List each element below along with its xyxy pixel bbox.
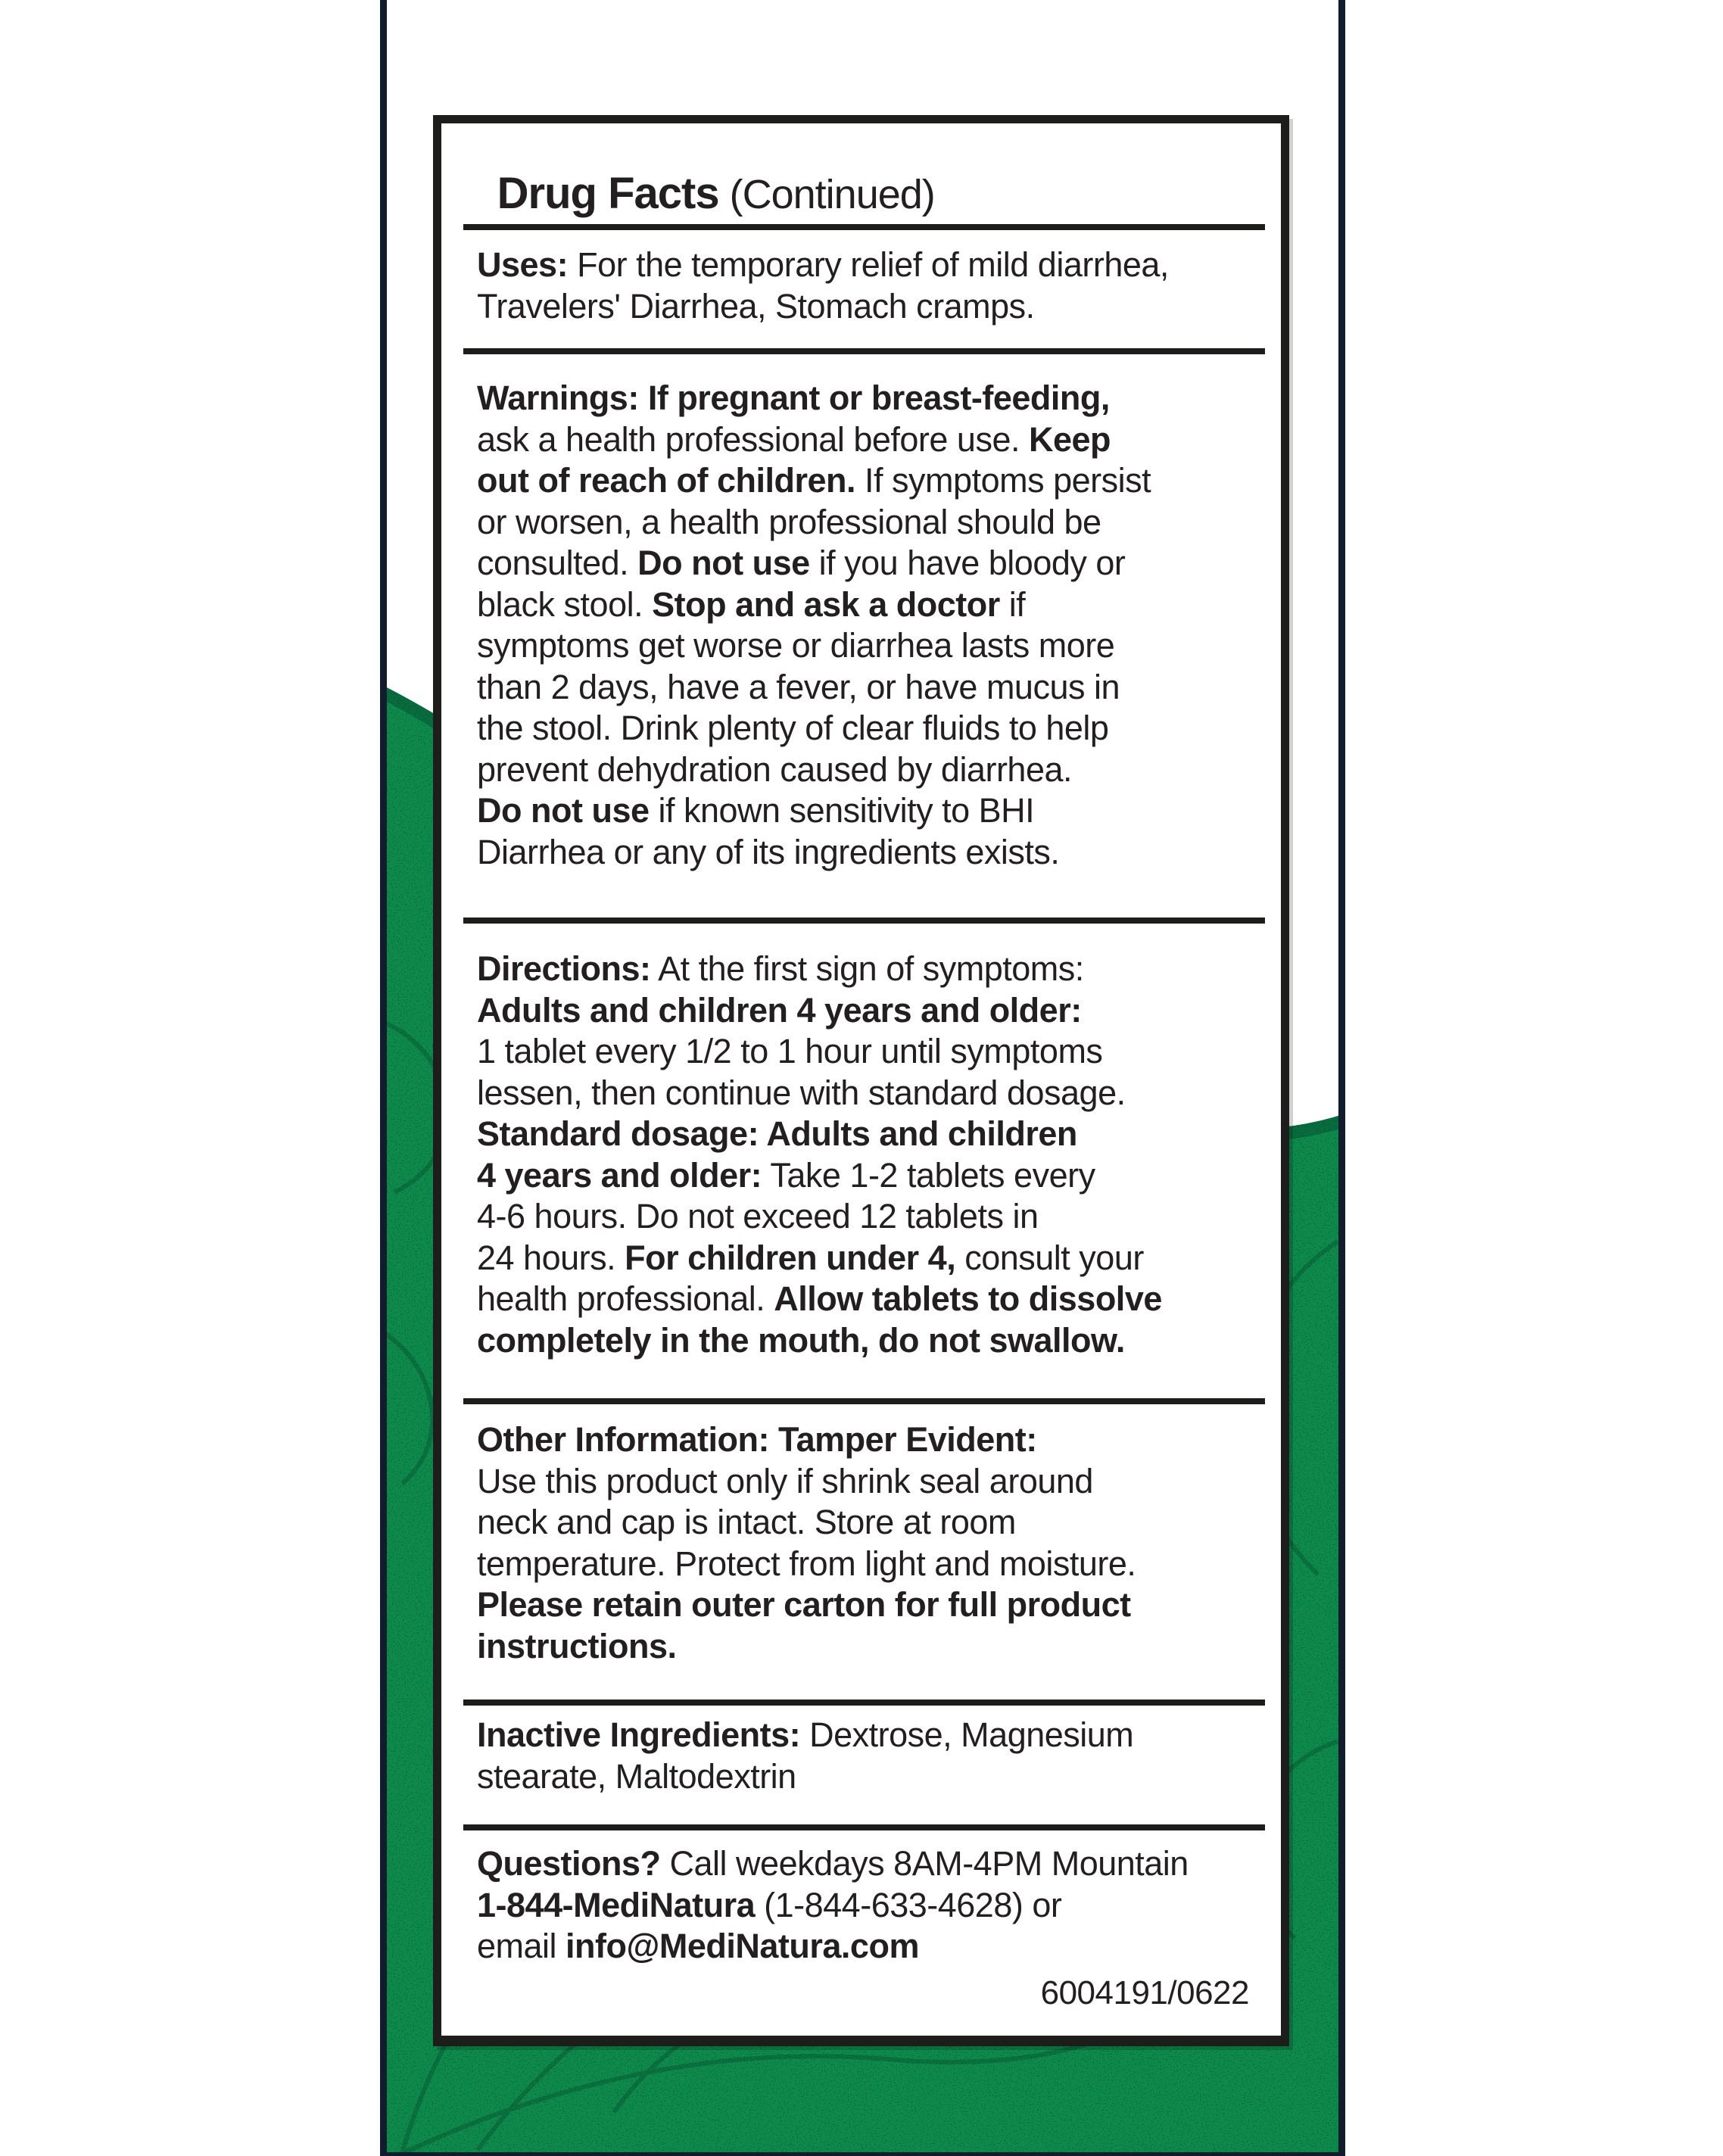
text-line <box>477 708 1270 749</box>
text-segment: info@MediNatura.com <box>566 1927 919 1965</box>
drug-facts-title-continued: (Continued) <box>729 172 935 217</box>
text-segment: Uses: <box>477 245 569 284</box>
text-segment: the stool. Drink plenty of clear fluids to help <box>477 709 1109 747</box>
text-segment: 1 tablet every 1/2 to 1 hour until symptoms <box>477 1032 1103 1070</box>
text-segment: Directions: <box>477 949 651 988</box>
text-segment: Call weekdays 8AM-4PM Mountain <box>660 1844 1189 1883</box>
text-line <box>477 749 1270 791</box>
other-information-section <box>477 1419 1270 1667</box>
text-line <box>477 1073 1270 1114</box>
text-segment: (1-844-633-4628) or <box>755 1885 1062 1924</box>
text-line <box>477 1885 1270 1927</box>
text-line <box>477 460 1270 502</box>
text-line <box>477 1114 1270 1155</box>
lot-code: 6004191/0622 <box>1040 1974 1249 2011</box>
text-segment: email <box>477 1927 566 1965</box>
text-segment: For the temporary relief of mild diarrhea, <box>568 245 1169 284</box>
text-segment: Allow tablets to dissolve <box>774 1279 1162 1318</box>
text-line <box>477 378 1270 419</box>
section-divider <box>463 348 1265 354</box>
text-line <box>477 543 1270 584</box>
uses-section <box>477 245 1270 327</box>
text-segment: Questions? <box>477 1844 661 1883</box>
text-line <box>477 1584 1270 1626</box>
questions-section <box>477 1843 1270 1968</box>
drug-facts-title <box>477 154 935 232</box>
text-line <box>477 1626 1270 1668</box>
text-segment: completely in the mouth, do not swallow. <box>477 1320 1125 1360</box>
text-line <box>477 1279 1270 1320</box>
text-segment: out of reach of children. <box>477 461 856 500</box>
text-line <box>477 1502 1270 1544</box>
text-segment: Take 1-2 tablets every <box>762 1155 1095 1195</box>
text-line <box>477 790 1270 832</box>
section-divider <box>463 1700 1265 1706</box>
text-line <box>477 667 1270 709</box>
text-line <box>477 949 1270 990</box>
text-line <box>477 1756 1270 1798</box>
label-left-edge <box>380 0 387 2156</box>
text-line <box>477 990 1270 1032</box>
text-segment: Do not use <box>637 544 810 582</box>
text-line <box>477 1320 1270 1362</box>
text-segment: Dextrose, Magnesium <box>800 1715 1134 1754</box>
text-segment: instructions. <box>477 1626 677 1665</box>
text-line <box>477 1196 1270 1238</box>
text-segment: neck and cap is intact. Store at room <box>477 1503 1016 1541</box>
text-segment: than 2 days, have a fever, or have mucus in <box>477 667 1120 706</box>
text-segment: Adults and children 4 years and older: <box>477 990 1082 1030</box>
label-right-edge <box>1338 0 1345 2156</box>
text-line <box>477 245 1270 286</box>
drug-facts-box <box>433 115 1289 2046</box>
section-divider <box>463 918 1265 924</box>
text-line <box>477 832 1270 874</box>
text-segment: if known sensitivity to BHI <box>649 791 1035 830</box>
text-segment: stearate, Maltodextrin <box>477 1756 796 1796</box>
text-segment: prevent dehydration caused by diarrhea. <box>477 749 1073 789</box>
text-segment: lessen, then continue with standard dosage. <box>477 1073 1126 1112</box>
text-segment: Other Information: Tamper Evident: <box>477 1420 1037 1459</box>
text-line <box>477 1031 1270 1073</box>
text-line <box>477 1926 1270 1968</box>
text-segment: black stool. <box>477 584 653 624</box>
text-line <box>477 1544 1270 1585</box>
directions-section <box>477 949 1270 1361</box>
text-segment: if <box>999 584 1026 624</box>
text-line <box>477 1461 1270 1503</box>
text-line <box>477 286 1270 328</box>
text-segment: If symptoms persist <box>855 461 1151 500</box>
text-segment: At the first sign of symptoms: <box>650 949 1084 988</box>
text-segment: For children under 4, <box>625 1238 956 1277</box>
text-segment: 24 hours. <box>477 1238 625 1277</box>
text-line <box>477 1419 1270 1461</box>
text-segment: Do not use <box>477 791 650 830</box>
section-divider <box>463 1398 1265 1404</box>
text-line <box>477 625 1270 667</box>
text-segment: Stop and ask a doctor <box>652 584 1000 624</box>
text-segment: or worsen, a health professional should be <box>477 502 1101 541</box>
label-bottom-edge <box>380 2152 1345 2156</box>
text-segment: Use this product only if shrink seal around <box>477 1461 1093 1500</box>
section-divider <box>463 224 1265 230</box>
text-line <box>477 1715 1270 1756</box>
text-line <box>477 419 1270 461</box>
text-line <box>477 1155 1270 1197</box>
text-segment: Warnings: If pregnant or breast-feeding, <box>477 379 1110 417</box>
text-segment: Travelers' Diarrhea, Stomach cramps. <box>477 286 1035 326</box>
text-segment: 1-844-MediNatura <box>477 1885 756 1924</box>
inactive-ingredients-section <box>477 1715 1270 1797</box>
text-line <box>477 1843 1270 1885</box>
text-segment: symptoms get worse or diarrhea lasts more <box>477 626 1115 665</box>
text-segment: Keep <box>1028 419 1111 459</box>
text-segment: 4 years and older: <box>477 1155 762 1195</box>
text-segment: if you have bloody or <box>809 544 1126 582</box>
text-segment: Inactive Ingredients: <box>477 1715 801 1754</box>
text-segment: health professional. <box>477 1279 774 1318</box>
text-segment: Standard dosage: Adults and children <box>477 1114 1077 1153</box>
text-segment: Diarrhea or any of its ingredients exists. <box>477 832 1060 871</box>
text-segment: temperature. Protect from light and moisture. <box>477 1544 1136 1583</box>
section-divider <box>463 1824 1265 1830</box>
text-segment: ask a health professional before use. <box>477 419 1029 459</box>
text-line <box>477 502 1270 544</box>
text-segment: consult your <box>955 1238 1144 1277</box>
warnings-section <box>477 378 1270 873</box>
text-segment: 4-6 hours. Do not exceed 12 tablets in <box>477 1197 1039 1235</box>
text-line <box>477 584 1270 626</box>
text-line <box>477 1238 1270 1279</box>
text-segment: Please retain outer carton for full product <box>477 1585 1131 1624</box>
text-segment: consulted. <box>477 544 638 582</box>
drug-facts-title-bold: Drug Facts <box>497 169 719 218</box>
